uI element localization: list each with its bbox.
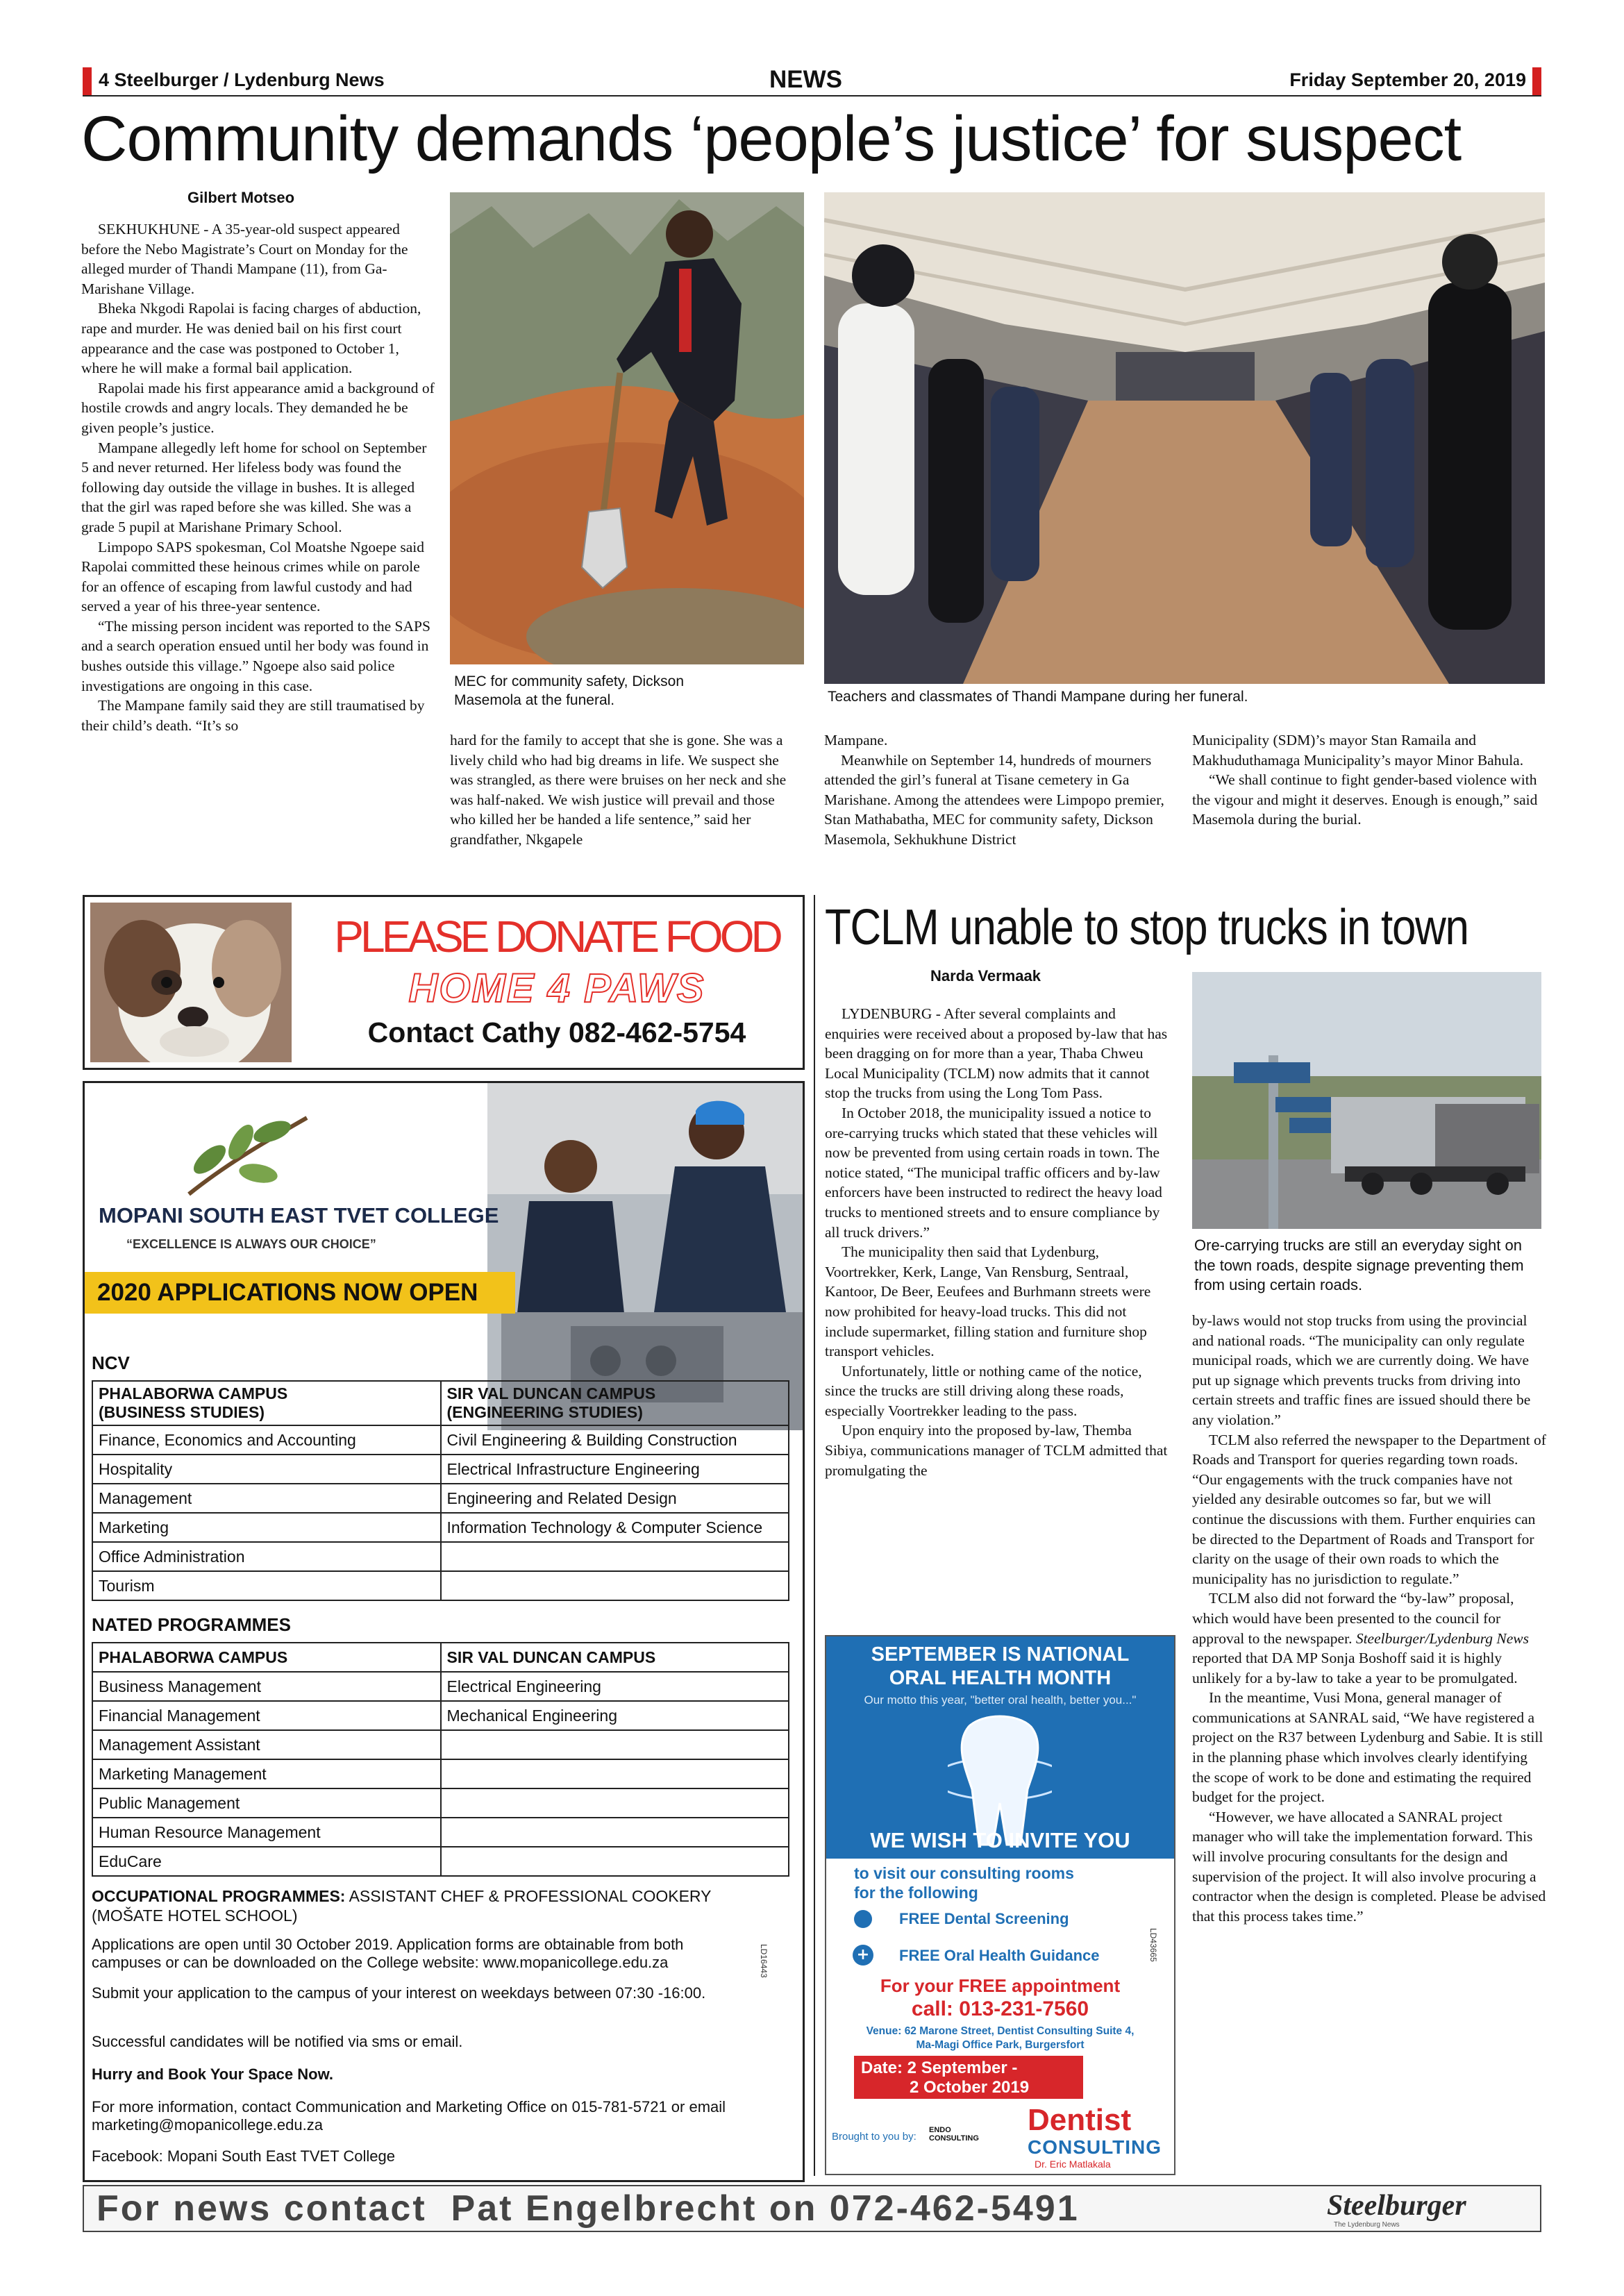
table-row [92,1730,789,1759]
header-left-bar [83,67,92,95]
newspaper-name: Steelburger/Lydenburg News [1355,1629,1529,1647]
nated-left-head: PHALABORWA CAMPUS [92,1643,441,1672]
footer-bar [83,2185,1541,2232]
photo-trucks-caption: Ore-carrying trucks are still an everyday sight on the town roads, despite signage preventing them from using certain roads. [1194,1237,1524,1294]
plus-icon: + [853,1945,873,1966]
story1-headline: Community demands ‘people’s justice’ for suspect [81,103,1462,174]
occupational-school: (MOŠATE HOTEL SCHOOL) [92,1906,298,1925]
dentist-brought: Brought to you by: [832,2131,916,2143]
table-row [92,1759,789,1788]
table-cell: Marketing [92,1513,441,1542]
story1-column-4 [1192,730,1546,830]
occupational-label: OCCUPATIONAL PROGRAMMES: [92,1887,346,1905]
ncv-left-head [92,1381,441,1425]
table-row [92,1701,789,1730]
dentist-item-2: FREE Oral Health Guidance [899,1947,1100,1964]
dentist-sub-1: to visit our consulting rooms [854,1864,1074,1882]
college-photo [487,1083,805,1430]
table-row [92,1455,789,1484]
table-cell: Financial Management [92,1701,441,1730]
table-cell [441,1788,789,1818]
footer-contact: For news contact Pat Engelbrecht on 072-462-5491 [97,2188,1080,2229]
table-row [92,1847,789,1876]
photo-funeral-caption: Teachers and classmates of Thandi Mampane during her funeral. [828,689,1248,705]
story1-paragraph: Municipality (SDM)’s mayor Stan Ramaila and Makhuduthamaga Municipality’s mayor Minor Bahula. [1192,732,1524,769]
table-row [92,1425,789,1455]
table-cell: Public Management [92,1788,441,1818]
campus-field: (BUSINESS STUDIES) [99,1403,265,1421]
story2-paragraph: Upon enquiry into the proposed by-law, Themba Sibiya, communications manager of TCLM admitted that promulgating the [825,1422,1168,1479]
story1-paragraph: Mampane allegedly left home for school on September 5 and never returned. Her lifeless body was found the following day outside the village in bushes. It is alleged that the girl was raped before she was killed. She was a grade 5 pupil at Marishane Primary School. [81,439,427,535]
photo-trucks [1192,972,1541,1229]
story1-paragraph: Bheka Nkgodi Rapolai is facing charges of abduction, rape and murder. He was denied bail on his first court appearance and the case was postponed to October 1, where he will make a formal bail application. [81,300,421,377]
table-cell: Tourism [92,1571,441,1600]
dentist-sub-2: for the following [854,1884,978,1902]
table-cell: Electrical Engineering [441,1672,789,1701]
table-cell: Finance, Economics and Accounting [92,1425,441,1455]
story2-text: TCLM also did not forward the “by-law” proposal, which would have been presented to the council for approval to the newspaper. [1192,1590,1514,1647]
footer-logo: Steelburger [1327,2190,1466,2222]
story1-paragraph: hard for the family to accept that she is gone. She was a lively child who had big dreams in life. We suspect she was strangled, as there were bruises on her neck and she was half-naked. We wish justice will prevail and those who killed her be handed a life sentence,” said her grandfather, Nkgapele [450,732,787,848]
table-row [92,1571,789,1600]
story2-paragraph: “However, we have allocated a SANRAL project manager who will take the implementation forward. This will involve procuring consultants for the design and supervision of the project. It will also involve procuring a contractor when the design is completed. Please be advised that this process takes time.” [1192,1808,1546,1925]
table-cell: Management Assistant [92,1730,441,1759]
tooth-bullet-icon [854,1910,872,1928]
story2-column-2 [1192,1311,1546,1926]
story2-paragraph: The municipality then said that Lydenburg, Voortrekker, Kerk, Lange, Van Rensburg, Sentraal, Kantoor, De Beer, Eeufees and Burhmann streets were now prohibited for heavy-load trucks. This did not include supermarket, filling station and furniture shop transport vehicles. [825,1243,1151,1360]
endo-logo: ENDO CONSULTING [929,2126,979,2143]
dentist-invite: WE WISH TO INVITE YOU [870,1828,1130,1852]
campus-name: SIR VAL DUNCAN CAMPUS [446,1384,656,1402]
story1-paragraph: The Mampane family said they are still traumatised by their child’s death. “It’s so [81,697,425,734]
story1-paragraph: Limpopo SAPS spokesman, Col Moatshe Ngoepe said Rapolai committed these heinous crimes while on parole for an offence of escaping from lawful custody and had served a year of his three-year sentence. [81,538,424,615]
dentist-book-2: call: 013-231-7560 [911,1997,1089,2020]
ncv-table [92,1380,789,1601]
campus-field: (ENGINEERING STUDIES) [446,1403,643,1421]
table-row [92,1381,789,1425]
table-cell [441,1818,789,1847]
table-row [92,1788,789,1818]
story1-paragraph: SEKHUKHUNE - A 35-year-old suspect appeared before the Nebo Magistrate’s Court on Monday for the alleged murder of Thandi Mampane (11), from Ga-Marishane Village. [81,221,408,297]
story2-paragraph: Unfortunately, little or nothing came of the notice, since the trucks are still driving along these roads, especially Voortrekker leading to the pass. [825,1362,1142,1419]
photo-funeral [824,192,1545,684]
story1-byline: Gilbert Motseo [187,189,295,206]
dentist-book-1: For your FREE appointment [880,1975,1121,1996]
college-info-2: Submit your application to the campus of your interest on weekdays between 07:30 -16:00. [92,1984,706,2002]
issue-date: Friday September 20, 2019 [1289,69,1526,90]
header-right-bar [1532,67,1541,95]
dentist-brand-2: CONSULTING [1028,2136,1162,2158]
story2-paragraph [1192,1589,1546,1688]
nated-title: NATED PROGRAMMES [92,1614,291,1635]
ad-mopani-college [83,1081,805,2182]
college-info-3: Successful candidates will be notified via sms or email. [92,2033,463,2050]
table-cell: Office Administration [92,1542,441,1571]
page-label: 4 Steelburger / Lydenburg News [99,69,385,90]
story2-paragraph: In the meantime, Vusi Mona, general manager of communications at SANRAL said, “We have registered a project on the R37 between Lydenburg and Sabie. It is still in the planning phase which involves clearly identifying the scope of work to be done and estimating the required budget for the project. [1192,1689,1543,1806]
table-cell: Civil Engineering & Building Construction [441,1425,789,1455]
dentist-doctor: Dr. Eric Matlakala [1035,2159,1111,2170]
occupational-programmes [92,1887,786,1925]
footer-logo-sub: The Lydenburg News [1334,2221,1400,2229]
dentist-venue-1: Venue: 62 Marone Street, Dentist Consulting Suite 4, [866,2025,1135,2037]
story2-paragraph: LYDENBURG - After several complaints and enquiries were received about a proposed by-law that has been dragging on for more than a year, Thaba Chweu Local Municipality (TCLM) now admits that it cannot stop the trucks from using the Long Tom Pass. [825,1005,1168,1102]
table-cell: Business Management [92,1672,441,1701]
dentist-brand-1: Dentist [1028,2103,1132,2137]
story1-column-3 [824,730,1178,850]
table-row [92,1542,789,1571]
table-cell: Hospitality [92,1455,441,1484]
college-ad-code: LD16443 [759,1944,769,1978]
table-cell: Management [92,1484,441,1513]
table-cell [441,1730,789,1759]
story1-paragraph: “The missing person incident was reported to the SAPS and a search operation ensued until her body was found in bushes outside this village.” Ngoepe also said police investigations are ongoing in this case. [81,617,430,694]
dentist-venue-2: Ma-Magi Office Park, Burgersfort [916,2039,1085,2051]
table-cell: Mechanical Engineering [441,1701,789,1730]
dentist-title-1: SEPTEMBER IS NATIONAL [871,1643,1130,1666]
table-row [92,1513,789,1542]
story1-paragraph: Meanwhile on September 14, hundreds of mourners attended the girl’s funeral at Tisane cemetery in Ga Marishane. Among the attendees were Limpopo premier, Stan Mathabatha, MEC for community safety, Dickson Masemola, Sekhukhune District [824,751,1164,848]
table-cell [441,1542,789,1571]
story2-left-rule [814,895,815,2176]
table-cell: EduCare [92,1847,441,1876]
photo-mec-shovel [450,192,804,664]
occupational-text: ASSISTANT CHEF & PROFESSIONAL COOKERY [349,1887,712,1905]
campus-name: PHALABORWA CAMPUS [99,1384,288,1402]
table-row [92,1672,789,1701]
college-name: MOPANI SOUTH EAST TVET COLLEGE [99,1203,499,1227]
dentist-ad-code: LD43665 [1148,1928,1158,1962]
ncv-right-head [441,1381,789,1425]
table-row [92,1484,789,1513]
photo-mec-caption: MEC for community safety, Dickson Masemola at the funeral. [454,673,685,709]
story2-column-1 [825,1004,1172,1480]
story2-paragraph: TCLM also referred the newspaper to the Department of Roads and Transport for queries regarding town roads. “Our engagements with the truck companies have not yielded any desirable outcomes so far, but we will continue the discussions with them. Further enquiries can be directed to the Department of Roads and Transport for clarity on the usage of their own roads to which the municipality has no jurisdiction to regulate.” [1192,1431,1546,1587]
table-cell: Human Resource Management [92,1818,441,1847]
section-label: NEWS [769,66,842,93]
story1-paragraph: Mampane. [824,732,888,748]
paws-contact: Contact Cathy 082-462-5754 [367,1016,746,1048]
college-branch-logo [175,1104,314,1208]
dentist-date-2: 2 October 2019 [910,2078,1030,2097]
dentist-date-1: Date: 2 September - [861,2059,1018,2077]
story1-column-2 [450,730,804,850]
table-cell: Electrical Infrastructure Engineering [441,1455,789,1484]
college-applications-banner: 2020 APPLICATIONS NOW OPEN [85,1272,515,1314]
dentist-motto: Our motto this year, "better oral health, better you..." [864,1693,1137,1707]
paws-brand: HOME 4 PAWS [408,966,705,1011]
story2-text: reported that DA MP Sonja Boshoff said it is highly unlikely for a by-law to take a year to be promulgated. [1192,1650,1518,1686]
table-cell: Engineering and Related Design [441,1484,789,1513]
table-cell [441,1759,789,1788]
college-info-5: For more information, contact Communication and Marketing Office on 015-781-5721 or email marketing@mopanicollege.edu.za [92,2098,726,2134]
story2-byline: Narda Vermaak [930,967,1041,984]
story2-headline: TCLM unable to stop trucks in town [825,900,1468,955]
nated-right-head: SIR VAL DUNCAN CAMPUS [441,1643,789,1672]
story1-paragraph: Rapolai made his first appearance amid a background of hostile crowds and angry locals. They demanded he be given people’s justice. [81,379,435,436]
table-cell: Information Technology & Computer Science [441,1513,789,1542]
story2-paragraph: In October 2018, the municipality issued a notice to ore-carrying trucks which stated that these vehicles will now be prevented from using certain roads in town. The notice stated, “The municipal traffic officers and by-law enforcers have been instructed to redirect the heavy load trucks to mentioned streets and to ensure compliance by all truck drivers.” [825,1104,1162,1241]
college-info-4: Hurry and Book Your Space Now. [92,2065,333,2083]
ad-home4paws [83,895,805,1070]
dentist-title-2: ORAL HEALTH MONTH [889,1667,1112,1689]
story2-paragraph: by-laws would not stop trucks from using the provincial and national roads. “The municipality can only regulate municipal roads, which we are currently doing. We have put up signage which prevents trucks from driving into certain streets and traffic fines are issued should there be any violation.” [1192,1312,1531,1428]
puppy-photo [90,903,292,1062]
college-info-6: Facebook: Mopani South East TVET College [92,2147,395,2165]
college-slogan: “EXCELLENCE IS ALWAYS OUR CHOICE” [126,1237,376,1251]
nated-table [92,1642,789,1877]
table-row [92,1643,789,1672]
ad-dentist [825,1635,1175,2175]
ncv-title: NCV [92,1352,130,1373]
story1-paragraph: “We shall continue to fight gender-based violence with the vigour and might it deserves. Enough is enough,” said Masemola during the burial. [1192,771,1538,828]
table-cell [441,1847,789,1876]
table-cell: Marketing Management [92,1759,441,1788]
paws-donate-line: PLEASE DONATE FOOD [334,912,780,962]
college-info-1: Applications are open until 30 October 2019. Application forms are obtainable from both campuses or can be downloaded on the College website: www.mopanicollege.edu.za [92,1936,684,1972]
dentist-item-1: FREE Dental Screening [899,1910,1069,1927]
table-row [92,1818,789,1847]
table-cell [441,1571,789,1600]
header-rule [83,95,1541,97]
story1-column-1 [81,219,435,735]
